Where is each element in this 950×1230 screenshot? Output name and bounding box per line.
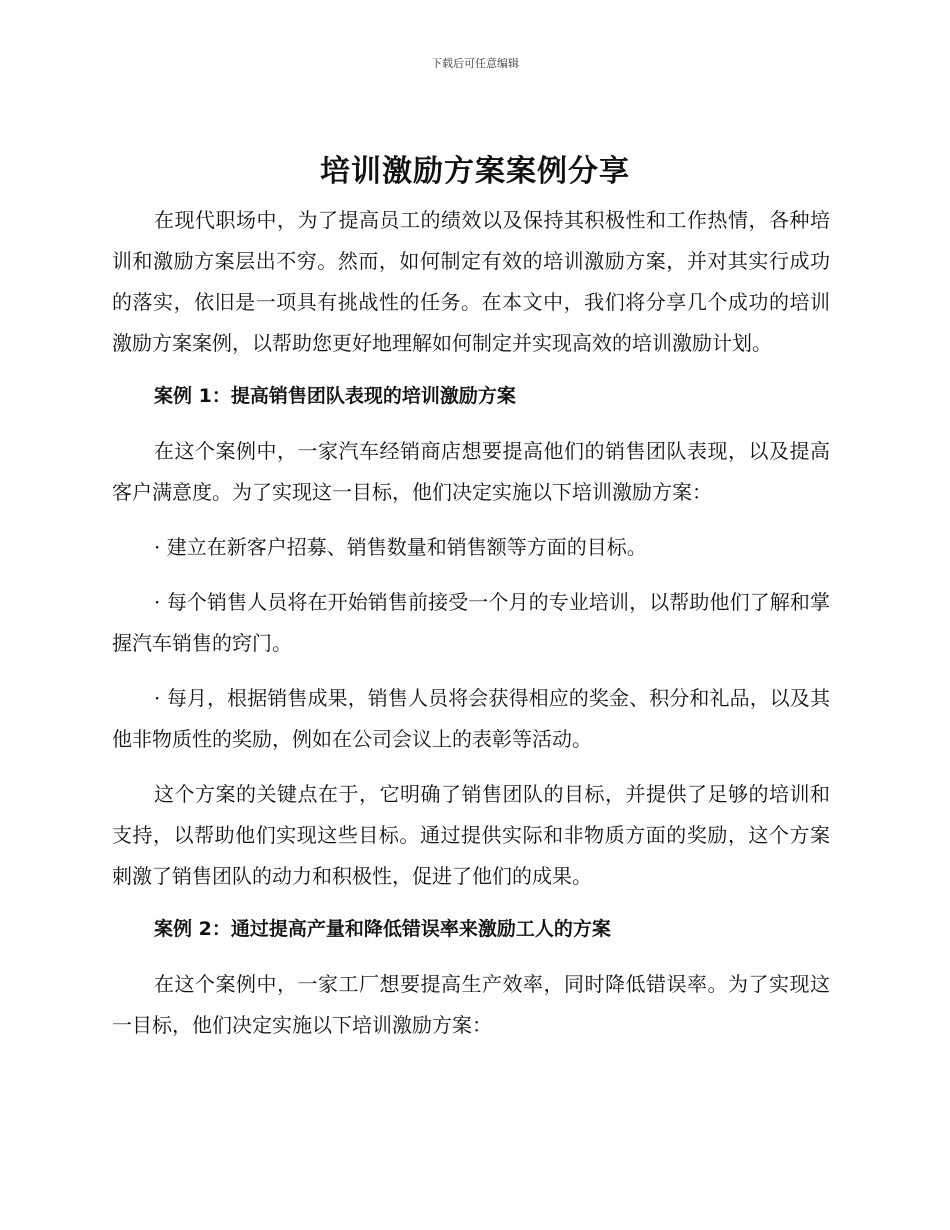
intro-paragraph: 在现代职场中，为了提高员工的绩效以及保持其积极性和工作热情，各种培训和激励方案层出不穷。然而，如何制定有效的培训激励方案，并对其实行成功的落实，依旧是一项具有挑战性的任务。在本文中，我们将分享几个成功的培训激励方案案例，以帮助您更好地理解如何制定并实现高效的培训激励计划。 <box>112 208 830 355</box>
case1-heading: 案例 1：提高销售团队表现的培训激励方案 <box>154 385 516 407</box>
case1-intro-paragraph: 在这个案例中，一家汽车经销商店想要提高他们的销售团队表现，以及提高客户满意度。为了实现这一目标，他们决定实施以下培训激励方案： <box>112 439 830 504</box>
case1-bullet-2: · 每个销售人员将在开始销售前接受一个月的专业培训，以帮助他们了解和掌握汽车销售的窍门。 <box>112 590 830 655</box>
page-header-note: 下载后可任意编辑 <box>431 57 519 70</box>
case2-heading: 案例 2：通过提高产量和降低错误率来激励工人的方案 <box>154 918 611 940</box>
case2-intro-paragraph: 在这个案例中，一家工厂想要提高生产效率，同时降低错误率。为了实现这一目标，他们决定实施以下培训激励方案： <box>112 972 830 1037</box>
case1-bullet-3: · 每月，根据销售成果，销售人员将会获得相应的奖金、积分和礼品，以及其他非物质性的奖励，例如在公司会议上的表彰等活动。 <box>112 686 830 751</box>
case1-summary-paragraph: 这个方案的关键点在于，它明确了销售团队的目标，并提供了足够的培训和支持，以帮助他们实现这些目标。通过提供实际和非物质方面的奖励，这个方案刺激了销售团队的动力和积极性，促进了他们的成果。 <box>112 782 830 888</box>
document-title: 培训激励方案案例分享 <box>320 154 630 189</box>
document-body <box>112 200 830 1046</box>
case1-bullet-1: · 建立在新客户招募、销售数量和销售额等方面的目标。 <box>154 535 647 559</box>
